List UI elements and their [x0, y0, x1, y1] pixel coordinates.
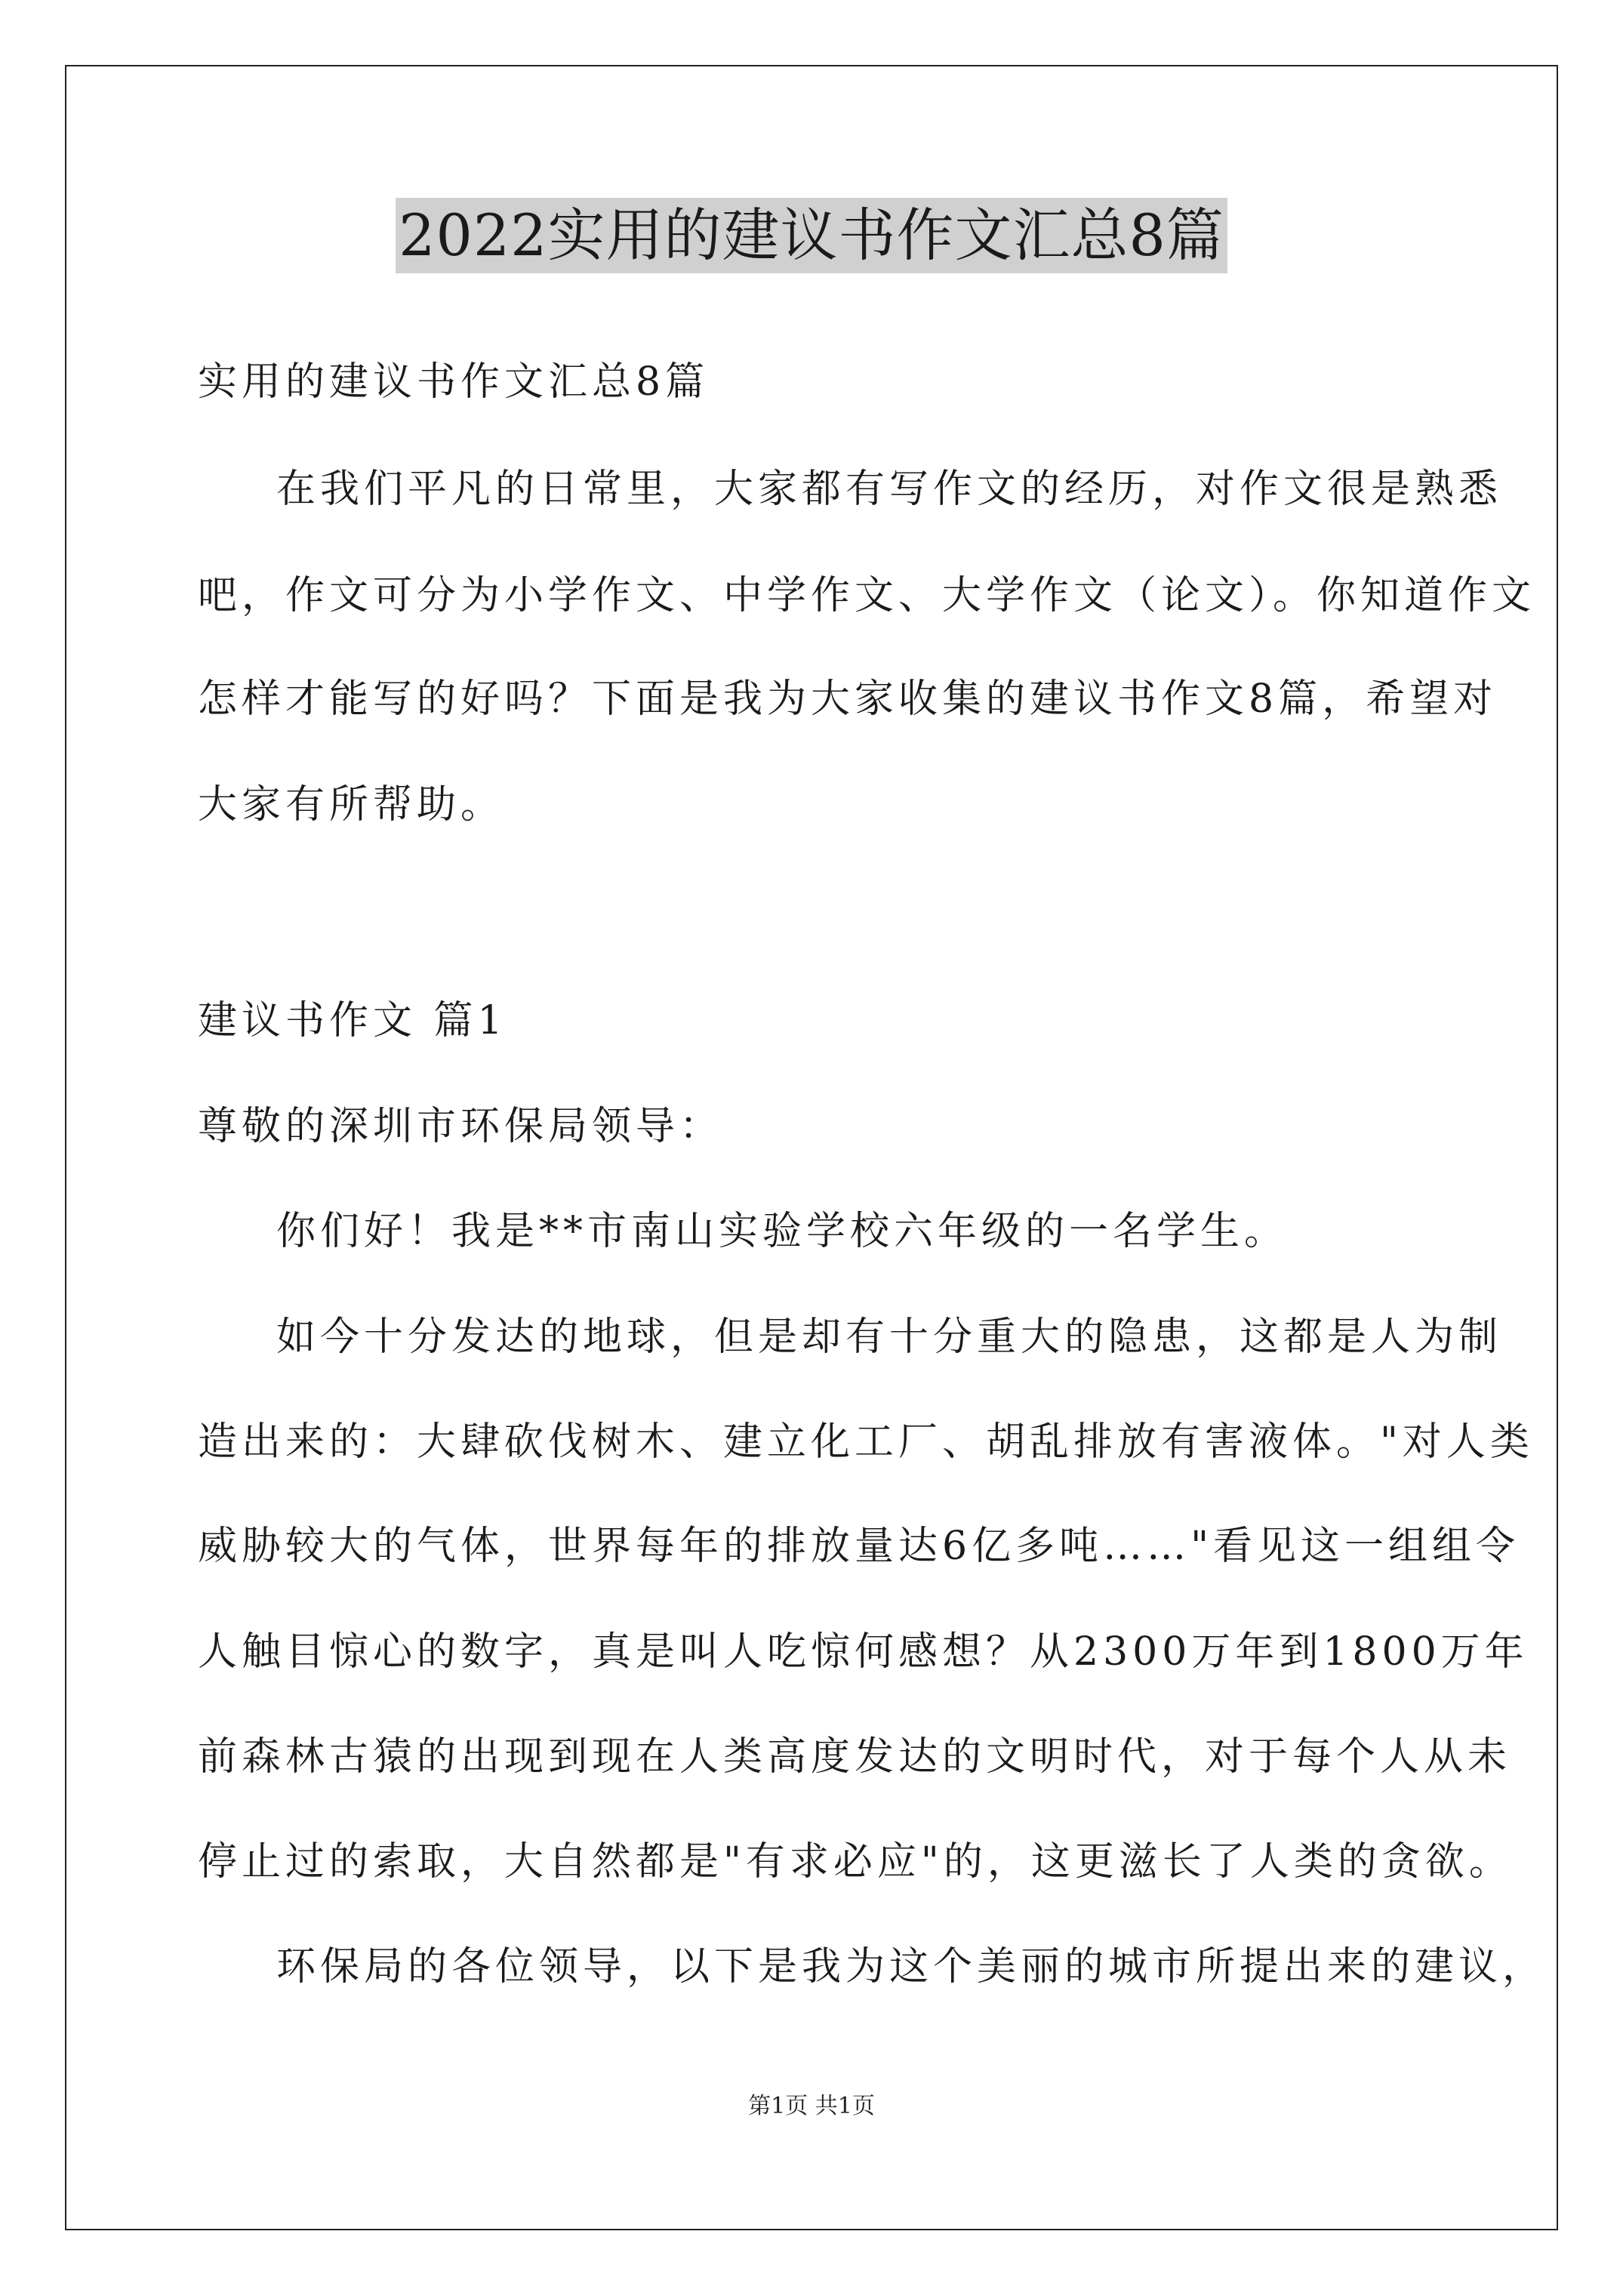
- document-subtitle: 实用的建议书作文汇总8篇: [198, 359, 710, 405]
- body-line-6: 停止过的索取，大自然都是"有求必应"的，这更滋长了人类的贪欲。: [198, 1839, 1513, 1885]
- body-line-1: 如今十分发达的地球，但是却有十分重大的隐患，这都是人为制: [276, 1314, 1503, 1360]
- page-footer: 第1页 共1页: [748, 2093, 875, 2119]
- title-container: [0, 198, 1623, 273]
- intro-line-3: 怎样才能写的好吗？下面是我为大家收集的建议书作文8篇，希望对: [198, 676, 1498, 722]
- body-line-4: 人触目惊心的数字，真是叫人吃惊何感想？从2300万年到1800万年: [198, 1629, 1529, 1675]
- document-title: 2022实用的建议书作文汇总8篇: [396, 198, 1227, 273]
- intro-line-2: 吧，作文可分为小学作文、中学作文、大学作文（论文）。你知道作文: [198, 573, 1536, 618]
- intro-line-1: 在我们平凡的日常里，大家都有写作文的经历，对作文很是熟悉: [276, 467, 1503, 512]
- body-line-3: 威胁较大的气体，世界每年的排放量达6亿多吨……"看见这一组组令: [198, 1524, 1520, 1569]
- body-line-5: 前森林古猿的出现到现在人类高度发达的文明时代，对于每个人从未: [198, 1734, 1512, 1780]
- intro-line-4: 大家有所帮助。: [198, 782, 505, 827]
- salutation: 尊敬的深圳市环保局领导：: [198, 1104, 724, 1149]
- greeting-paragraph: 你们好！我是**市南山实验学校六年级的一名学生。: [276, 1209, 1289, 1254]
- closing-line: 环保局的各位领导，以下是我为这个美丽的城市所提出来的建议，: [276, 1944, 1547, 1989]
- body-line-2: 造出来的：大肆砍伐树木、建立化工厂、胡乱排放有害液体。"对人类: [198, 1419, 1534, 1465]
- section-heading: 建议书作文 篇1: [198, 998, 507, 1043]
